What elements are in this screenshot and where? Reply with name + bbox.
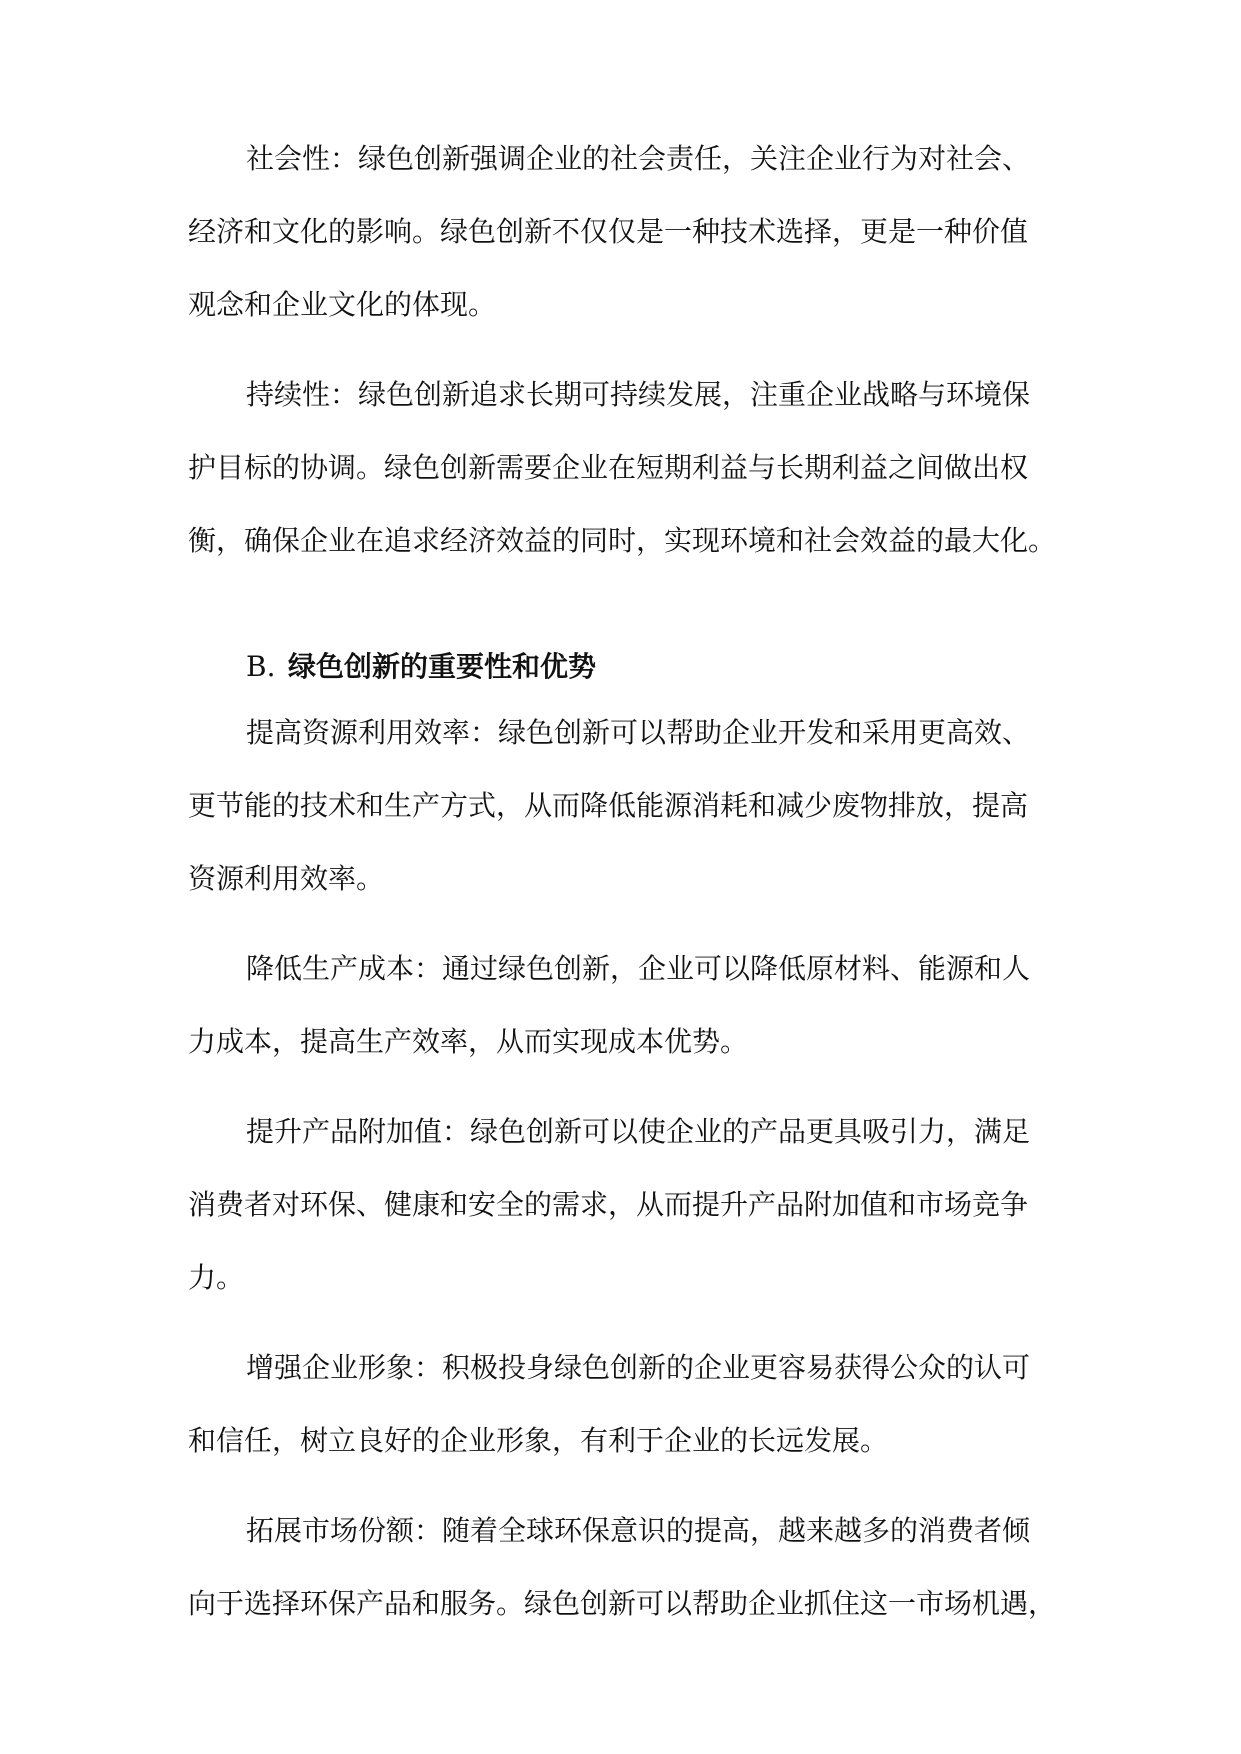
paragraph-line: 观念和企业文化的体现。 [188,288,497,321]
paragraph-sustainability [188,376,1057,595]
paragraph-line: 提升产品附加值：绿色创新可以使企业的产品更具吸引力，满足 [246,1115,1031,1148]
paragraph-corporate-image [188,1349,1054,1495]
section-number: B. [246,650,276,683]
paragraph-line: 社会性：绿色创新强调企业的社会责任，关注企业行为对社会、 [246,142,1031,175]
paragraph-line: 消费者对环保、健康和安全的需求，从而提升产品附加值和市场竞争 [188,1188,1029,1221]
paragraph-market-share [188,1512,1057,1658]
paragraph-line: 向于选择环保产品和服务。绿色创新可以帮助企业抓住这一市场机遇， [188,1587,1057,1620]
paragraph-line: 降低生产成本：通过绿色创新，企业可以降低原材料、能源和人 [246,952,1031,985]
paragraph-line: 力。 [188,1261,245,1294]
paragraph-cost-reduction [188,950,1054,1096]
paragraph-line: 拓展市场份额：随着全球环保意识的提高，越来越多的消费者倾 [246,1514,1031,1547]
paragraph-line: 提高资源利用效率：绿色创新可以帮助企业开发和采用更高效、 [246,716,1031,749]
paragraph-added-value [188,1113,1054,1332]
paragraph-line: 力成本，提高生产效率，从而实现成本优势。 [188,1025,749,1058]
paragraph-line: 和信任，树立良好的企业形象，有利于企业的长远发展。 [188,1424,889,1457]
paragraph-line: 护目标的协调。绿色创新需要企业在短期利益与长期利益之间做出权 [188,451,1029,484]
section-heading [188,637,1054,697]
paragraph-line: 资源利用效率。 [188,862,385,895]
paragraph-line: 增强企业形象：积极投身绿色创新的企业更容易获得公众的认可 [246,1351,1031,1384]
paragraph-social [188,140,1054,359]
paragraph-line: 衡，确保企业在追求经济效益的同时，实现环境和社会效益的最大化。 [188,524,1057,557]
document-body [188,140,1057,1658]
section-title: 绿色创新的重要性和优势 [288,650,597,683]
paragraph-resource-efficiency [188,714,1054,933]
paragraph-line: 更节能的技术和生产方式，从而降低能源消耗和减少废物排放，提高 [188,789,1029,822]
paragraph-line: 持续性：绿色创新追求长期可持续发展，注重企业战略与环境保 [246,378,1031,411]
paragraph-line: 经济和文化的影响。绿色创新不仅仅是一种技术选择，更是一种价值 [188,215,1029,248]
